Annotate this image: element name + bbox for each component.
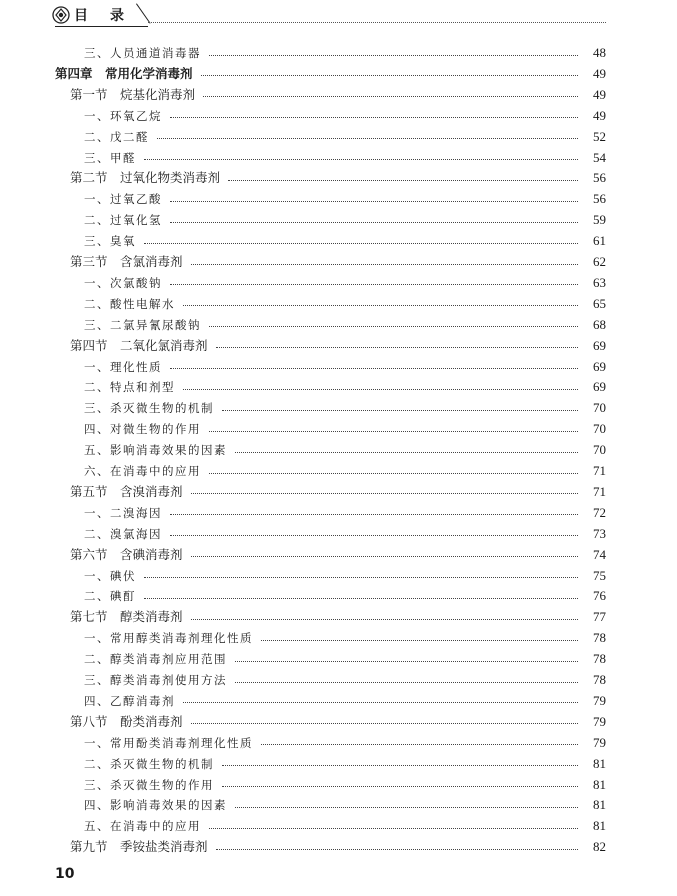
- toc-entry-page: 79: [593, 734, 606, 750]
- dot-leader: [144, 598, 578, 599]
- toc-entry-label: 第五节 含溴消毒剂: [70, 483, 183, 499]
- toc-entry-item[interactable]: [84, 44, 606, 62]
- toc-entry-item[interactable]: [84, 525, 606, 543]
- dot-leader: [144, 159, 578, 160]
- toc-entry-page: 52: [593, 128, 606, 144]
- dot-leader: [235, 661, 578, 662]
- toc-entry-item[interactable]: [84, 796, 606, 814]
- dot-leader: [261, 640, 578, 641]
- dot-leader: [191, 264, 578, 265]
- dot-leader: [144, 243, 578, 244]
- toc-entry-item[interactable]: [84, 671, 606, 689]
- dot-leader: [170, 201, 578, 202]
- toc-entry-page: 73: [593, 525, 606, 541]
- toc-entry-section[interactable]: [70, 546, 606, 564]
- toc-entry-item[interactable]: [84, 378, 606, 396]
- toc-entry-page: 75: [593, 567, 606, 583]
- toc-entry-label: 第二节 过氧化物类消毒剂: [70, 170, 221, 186]
- toc-entry-label: 二、醇类消毒剂应用范围: [84, 652, 227, 667]
- dot-leader: [201, 75, 578, 76]
- header-title-left: 目: [74, 8, 88, 24]
- dot-leader: [209, 431, 578, 432]
- toc-entry-label: 一、过氧乙酸: [84, 192, 162, 207]
- toc-entry-label: 第一节 烷基化消毒剂: [70, 86, 196, 102]
- toc-entry-item[interactable]: [84, 295, 606, 313]
- toc-entry-page: 81: [593, 818, 606, 834]
- toc-entry-page: 72: [593, 504, 606, 520]
- toc-entry-label: 一、环氧乙烷: [84, 108, 162, 123]
- toc-entry-label: 第三节 含氯消毒剂: [70, 254, 183, 269]
- toc-entry-label: 一、碘伏: [84, 568, 136, 583]
- dot-leader: [191, 493, 578, 494]
- toc-entry-item[interactable]: [84, 587, 606, 605]
- toc-entry-section[interactable]: [70, 86, 606, 104]
- dot-leader: [222, 410, 578, 411]
- toc-entry-item[interactable]: [84, 755, 606, 773]
- toc-entry-label: 第四节 二氧化氯消毒剂: [70, 337, 208, 353]
- toc-entry-section[interactable]: [70, 713, 606, 731]
- dot-leader: [222, 765, 578, 766]
- toc-entry-page: 71: [593, 463, 606, 478]
- dot-leader: [183, 702, 578, 703]
- toc-entry-item[interactable]: [84, 420, 606, 438]
- dot-leader: [191, 556, 578, 557]
- toc-entry-page: 56: [593, 191, 606, 207]
- dot-leader: [216, 849, 578, 850]
- dot-leader: [183, 389, 578, 390]
- toc-entry-item[interactable]: [84, 567, 606, 585]
- toc-entry-item[interactable]: [84, 358, 606, 376]
- toc-entry-label: 二、特点和剂型: [84, 380, 175, 395]
- toc-entry-page: 63: [593, 274, 606, 290]
- toc-entry-page: 69: [593, 358, 606, 374]
- toc-entry-section[interactable]: [70, 483, 606, 501]
- toc-entry-page: 79: [593, 713, 606, 729]
- dot-leader: [222, 786, 578, 787]
- toc-entry-label: 二、杀灭微生物的机制: [84, 756, 214, 771]
- dot-leader: [228, 180, 578, 181]
- toc-entry-item[interactable]: [84, 128, 606, 146]
- toc-entry-label: 四、乙醇消毒剂: [84, 693, 175, 708]
- toc-entry-label: 二、过氧化氢: [84, 213, 162, 228]
- dot-leader: [235, 682, 578, 683]
- toc-entry-label: 三、人员通道消毒器: [84, 46, 201, 60]
- toc-entry-item[interactable]: [84, 149, 606, 167]
- dot-leader: [144, 577, 578, 578]
- toc-entry-page: 74: [593, 546, 606, 562]
- toc-entry-page: 69: [593, 379, 606, 395]
- toc-entry-item[interactable]: [84, 190, 606, 208]
- toc-entry-page: 62: [593, 254, 606, 269]
- dot-leader: [170, 368, 578, 369]
- toc-entry-label: 一、次氯酸钠: [84, 275, 162, 290]
- toc-entry-label: 三、杀灭微生物的作用: [84, 777, 214, 792]
- toc-entry-section[interactable]: [70, 337, 606, 355]
- toc-entry-label: 一、常用酚类消毒剂理化性质: [84, 735, 253, 750]
- toc-entry-section[interactable]: [70, 838, 606, 856]
- dot-leader: [209, 55, 578, 56]
- toc-entry-item[interactable]: [84, 316, 606, 334]
- dot-leader: [170, 284, 578, 285]
- dot-leader: [261, 744, 578, 745]
- toc-entry-page: 70: [593, 442, 606, 458]
- toc-entry-chapter[interactable]: [55, 65, 606, 83]
- toc-entry-item[interactable]: [84, 107, 606, 125]
- toc-entry-page: 81: [593, 797, 606, 813]
- dot-leader: [209, 828, 578, 829]
- toc-entry-label: 二、溴氯海因: [84, 526, 162, 541]
- toc-entry-label: 第六节 含碘消毒剂: [70, 546, 183, 562]
- toc-entry-item[interactable]: [84, 211, 606, 229]
- page-number: 10: [55, 866, 75, 882]
- toc-entry-page: 76: [593, 588, 606, 604]
- toc-entry-page: 77: [593, 609, 606, 625]
- toc-entry-label: 三、杀灭微生物的机制: [84, 401, 214, 416]
- toc-entry-page: 48: [593, 45, 606, 60]
- dot-leader: [191, 723, 578, 724]
- dot-leader: [216, 347, 578, 348]
- toc-entry-label: 第九节 季铵盐类消毒剂: [70, 839, 208, 855]
- toc-entry-label: 第七节 醇类消毒剂: [70, 609, 183, 625]
- toc-entry-label: 三、甲醛: [84, 150, 136, 165]
- toc-entry-item[interactable]: [84, 629, 606, 647]
- toc-entry-page: 70: [593, 421, 606, 437]
- toc-entry-page: 81: [593, 776, 606, 792]
- dot-leader: [191, 619, 578, 620]
- toc-entry-page: 49: [593, 107, 606, 123]
- header-title-right: 录: [110, 8, 124, 24]
- toc-entry-item[interactable]: [84, 441, 606, 459]
- toc-entry-page: 78: [593, 630, 606, 646]
- toc-entry-item[interactable]: [84, 504, 606, 522]
- toc-entry-item[interactable]: [84, 734, 606, 752]
- dot-leader: [183, 305, 578, 306]
- toc-entry-page: 49: [593, 86, 606, 102]
- toc-entry-section[interactable]: [70, 169, 606, 187]
- dot-leader: [170, 514, 578, 515]
- dot-leader: [170, 222, 578, 223]
- toc-entry-page: 56: [593, 170, 606, 186]
- toc-entry-item[interactable]: [84, 399, 606, 417]
- toc-entry-label: 五、在消毒中的应用: [84, 819, 201, 834]
- toc-entry-item[interactable]: [84, 776, 606, 794]
- toc-entry-label: 六、在消毒中的应用: [84, 464, 201, 478]
- dot-leader: [235, 807, 578, 808]
- toc-entry-page: 78: [593, 651, 606, 667]
- toc-entry-item[interactable]: [84, 232, 606, 250]
- toc-entry-label: 三、醇类消毒剂使用方法: [84, 673, 227, 687]
- toc-entry-label: 四、对微生物的作用: [84, 422, 201, 437]
- dot-leader: [209, 326, 578, 327]
- toc-entry-page: 59: [593, 212, 606, 228]
- toc-entry-page: 79: [593, 692, 606, 708]
- dot-leader: [203, 96, 578, 97]
- toc-entry-page: 61: [593, 233, 606, 249]
- toc-entry-label: 第八节 酚类消毒剂: [70, 713, 183, 729]
- toc-entry-label: 二、戊二醛: [84, 129, 149, 144]
- dot-leader: [170, 535, 578, 536]
- toc-entry-page: 82: [593, 839, 606, 855]
- toc-entry-item[interactable]: [84, 462, 606, 480]
- dot-leader: [170, 117, 578, 118]
- toc-entry-label: 四、影响消毒效果的因素: [84, 798, 227, 813]
- toc-entry-label: 三、臭氧: [84, 234, 136, 249]
- toc-entry-label: 第四章 常用化学消毒剂: [55, 65, 193, 81]
- toc-entry-label: 一、二溴海因: [84, 505, 162, 520]
- toc-entry-label: 五、影响消毒效果的因素: [84, 443, 227, 458]
- toc-entry-page: 69: [593, 337, 606, 353]
- toc-entry-label: 二、碘酊: [84, 589, 136, 604]
- toc-entry-page: 70: [593, 400, 606, 416]
- toc-entry-page: 81: [593, 755, 606, 771]
- toc-entry-label: 二、酸性电解水: [84, 296, 175, 311]
- dot-leader: [235, 452, 578, 453]
- toc-entry-label: 一、理化性质: [84, 359, 162, 374]
- toc-entry-page: 78: [593, 672, 606, 687]
- toc-entry-page: 54: [593, 149, 606, 165]
- dot-leader: [209, 473, 578, 474]
- toc-entry-item[interactable]: [84, 274, 606, 292]
- toc-entry-page: 65: [593, 295, 606, 311]
- toc-entry-section[interactable]: [70, 253, 606, 271]
- toc-entry-page: 71: [593, 483, 606, 499]
- toc-entry-item[interactable]: [84, 650, 606, 668]
- toc-entry-item[interactable]: [84, 817, 606, 835]
- toc-entry-item[interactable]: [84, 692, 606, 710]
- toc-entry-section[interactable]: [70, 608, 606, 626]
- toc-entry-label: 一、常用醇类消毒剂理化性质: [84, 631, 253, 646]
- toc-entry-page: 49: [593, 65, 606, 81]
- toc-entry-label: 三、二氯异氰尿酸钠: [84, 317, 201, 332]
- toc-entry-page: 68: [593, 316, 606, 332]
- dot-leader: [157, 138, 578, 139]
